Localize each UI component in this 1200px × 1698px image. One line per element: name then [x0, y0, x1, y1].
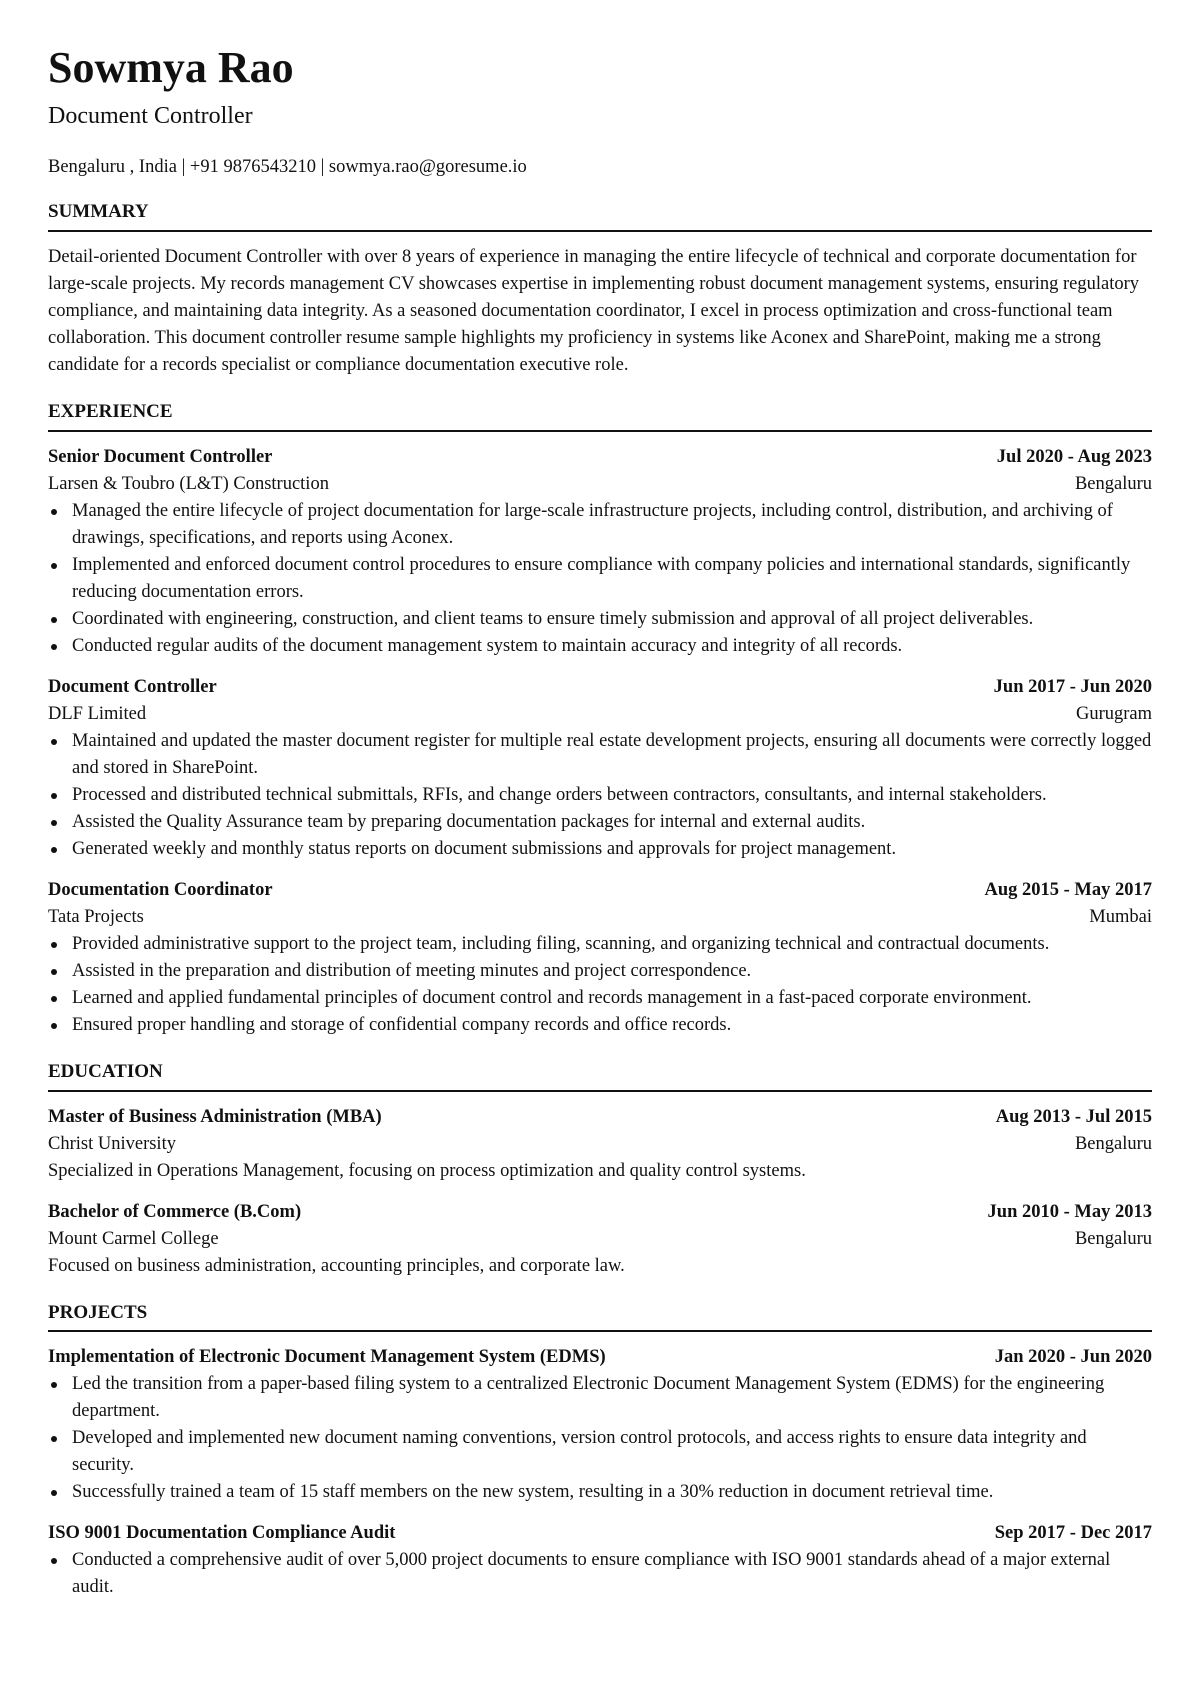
job-bullets	[48, 728, 1152, 863]
experience-entry	[48, 674, 1152, 863]
project-dates: Jan 2020 - Jun 2020	[994, 1347, 1152, 1368]
section-title-projects: PROJECTS	[48, 1302, 1152, 1333]
job-location: Bengaluru	[1074, 473, 1152, 494]
education-dates: Jun 2010 - May 2013	[987, 1201, 1152, 1222]
job-bullets	[48, 931, 1152, 1039]
education-section	[48, 1061, 1152, 1280]
bullet-item: Developed and implemented new document naming conventions, version control protocols, and access rights to ensure data integrity and security.	[48, 1425, 1152, 1479]
section-title-experience: EXPERIENCE	[48, 401, 1152, 432]
job-dates: Jun 2017 - Jun 2020	[993, 676, 1152, 697]
job-bullets	[48, 498, 1152, 660]
candidate-name: Sowmya Rao	[48, 43, 294, 92]
summary-section	[48, 201, 1152, 379]
school-name: Christ University	[48, 1133, 176, 1154]
bullet-item: Conducted regular audits of the document management system to maintain accuracy and integrity of all records.	[48, 633, 1152, 660]
summary-text: Detail-oriented Document Controller with over 8 years of experience in managing the entire lifecycle of technical and corporate documentation for large-scale projects. My records management CV showcases expertise in implementing robust document management systems, ensuring regulatory compliance, and maintaining data integrity. As a seasoned documentation coordinator, I excel in process optimization and cross-functional team collaboration. This document controller resume sample highlights my proficiency in systems like Aconex and SharePoint, making me a strong candidate for a records specialist or compliance documentation executive role.	[48, 247, 1140, 376]
bullet-item: Maintained and updated the master document register for multiple real estate development projects, ensuring all documents were correctly logged and stored in SharePoint.	[48, 728, 1152, 782]
project-dates: Sep 2017 - Dec 2017	[994, 1523, 1152, 1544]
project-bullets	[48, 1547, 1152, 1601]
school-name: Mount Carmel College	[48, 1228, 219, 1249]
bullet-item: Led the transition from a paper-based filing system to a centralized Electronic Document Management System (EDMS) for the engineering department.	[48, 1371, 1152, 1425]
project-name: ISO 9001 Documentation Compliance Audit	[48, 1523, 396, 1544]
candidate-role: Document Controller	[48, 103, 253, 130]
degree-name: Master of Business Administration (MBA)	[48, 1106, 382, 1127]
bullet-item: Processed and distributed technical submittals, RFIs, and change orders between contractors, consultants, and internal stakeholders.	[48, 782, 1152, 809]
projects-section	[48, 1302, 1152, 1602]
education-description: Focused on business administration, accounting principles, and corporate law.	[48, 1255, 625, 1276]
school-location: Bengaluru	[1074, 1133, 1152, 1154]
job-location: Mumbai	[1089, 906, 1152, 927]
education-entry	[48, 1199, 1152, 1280]
company-name: DLF Limited	[48, 703, 147, 724]
project-entry	[48, 1520, 1152, 1601]
job-title: Documentation Coordinator	[48, 879, 273, 900]
job-title: Document Controller	[48, 676, 217, 697]
bullet-item: Assisted the Quality Assurance team by preparing documentation packages for internal and external audits.	[48, 809, 1152, 836]
experience-section	[48, 401, 1152, 1039]
education-entry	[48, 1104, 1152, 1185]
job-location: Gurugram	[1075, 703, 1152, 724]
company-name: Larsen & Toubro (L&T) Construction	[48, 473, 329, 494]
section-title-summary: SUMMARY	[48, 201, 1152, 232]
bullet-item: Ensured proper handling and storage of confidential company records and office records.	[48, 1012, 1152, 1039]
experience-entry	[48, 444, 1152, 660]
job-title: Senior Document Controller	[48, 446, 273, 467]
company-name: Tata Projects	[48, 906, 144, 927]
resume-header	[48, 44, 1152, 179]
bullet-item: Coordinated with engineering, construction, and client teams to ensure timely submission and approval of all project deliverables.	[48, 606, 1152, 633]
contact-line: Bengaluru , India | +91 9876543210 | sowmya.rao@goresume.io	[48, 157, 527, 178]
education-dates: Aug 2013 - Jul 2015	[995, 1106, 1152, 1127]
experience-entry	[48, 877, 1152, 1039]
bullet-item: Managed the entire lifecycle of project documentation for large-scale infrastructure projects, including control, distribution, and archiving of drawings, specifications, and reports using Aconex.	[48, 498, 1152, 552]
school-location: Bengaluru	[1074, 1228, 1152, 1249]
job-dates: Jul 2020 - Aug 2023	[996, 446, 1152, 467]
bullet-item: Assisted in the preparation and distribution of meeting minutes and project correspondence.	[48, 958, 1152, 985]
project-entry	[48, 1344, 1152, 1506]
education-description: Specialized in Operations Management, focusing on process optimization and quality control systems.	[48, 1160, 806, 1181]
degree-name: Bachelor of Commerce (B.Com)	[48, 1201, 302, 1222]
project-bullets	[48, 1371, 1152, 1506]
bullet-item: Provided administrative support to the project team, including filing, scanning, and organizing technical and contractual documents.	[48, 931, 1152, 958]
bullet-item: Learned and applied fundamental principles of document control and records management in a fast-paced corporate environment.	[48, 985, 1152, 1012]
bullet-item: Implemented and enforced document control procedures to ensure compliance with company policies and international standards, significantly reducing documentation errors.	[48, 552, 1152, 606]
bullet-item: Conducted a comprehensive audit of over 5,000 project documents to ensure compliance with ISO 9001 standards ahead of a major external audit.	[48, 1547, 1152, 1601]
bullet-item: Successfully trained a team of 15 staff members on the new system, resulting in a 30% reduction in document retrieval time.	[48, 1479, 1152, 1506]
job-dates: Aug 2015 - May 2017	[984, 879, 1152, 900]
bullet-item: Generated weekly and monthly status reports on document submissions and approvals for project management.	[48, 836, 1152, 863]
project-name: Implementation of Electronic Document Management System (EDMS)	[48, 1347, 606, 1368]
section-title-education: EDUCATION	[48, 1061, 1152, 1092]
